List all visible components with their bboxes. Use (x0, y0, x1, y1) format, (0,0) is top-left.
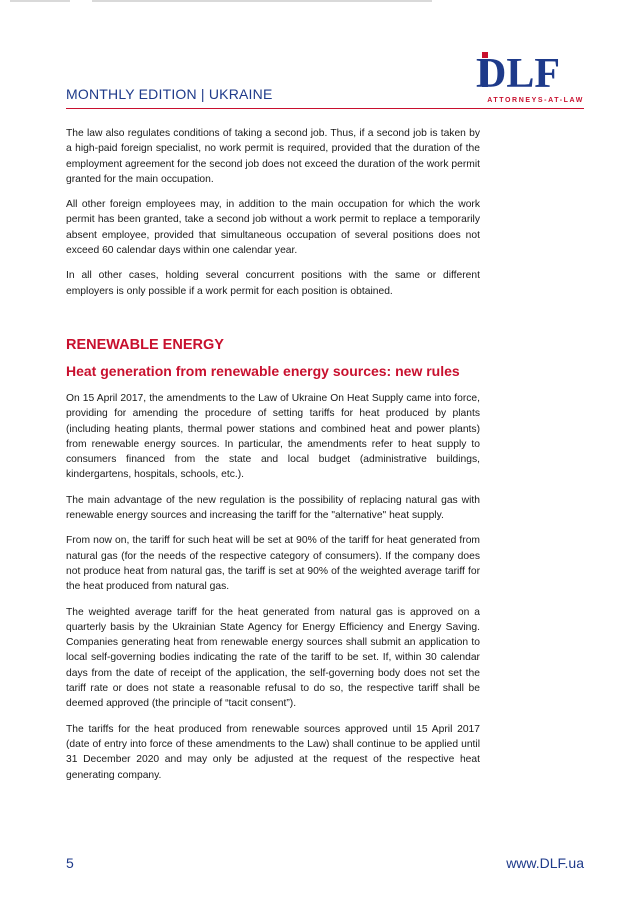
section-paragraph-5: The tariffs for the heat produced from renewable sources approved until 15 April 2017 (date of entry into force of these amendments to the Law) shall continue to be applied until 31 December 2020 and may only be adjusted at the request of the respective heat generating company. (66, 723, 480, 781)
logo-wordmark: DLF (476, 51, 560, 90)
section-paragraph-2: The main advantage of the new regulation is the possibility of replacing natural gas with renewable energy sources and increasing the tariff for the "alternative" heat supply. (66, 494, 480, 522)
subsection-heading: Heat generation from renewable energy sources: new rules (66, 362, 460, 379)
page-footer (66, 855, 584, 875)
dlf-logo-graphic (472, 50, 584, 90)
page-header (66, 48, 584, 108)
website-link[interactable]: www.DLF.ua (506, 855, 584, 871)
top-tab-left (10, 0, 70, 2)
section-paragraph-3: From now on, the tariff for such heat will be set at 90% of the tariff for heat generated from natural gas (for the needs of the respective category of consumers). If the company does not produce heat from natural gas, the tariff is set at 90% of the weighted average tariff for the heat produced from natural gas. (66, 535, 480, 593)
intro-paragraph-1: The law also regulates conditions of taking a second job. Thus, if a second job is taken by a high-paid foreign specialist, no work permit is required, provided that the duration of the employment agreement for the second job does not exceed the duration of the work permit granted for the main occupation. (66, 128, 480, 185)
section-paragraph-4: The weighted average tariff for the heat generated from natural gas is approved on a quarterly basis by the Ukrainian State Agency for Energy Efficiency and Energy Saving. Companies generating heat from renewable energy sources shall submit an application to local self-governing bodies indicating the rate of the tariff to be set. If, within 30 calendar days from the date of receipt of the application, the self-governing body does not set the tariff rate or does not state a reasonable refusal to do so, the respective tariff shall be deemed approved (the principle of “tacit consent”). (66, 606, 480, 710)
logo-tagline: ATTORNEYS-AT-LAW (487, 97, 584, 104)
section-heading: RENEWABLE ENERGY (66, 336, 224, 353)
page-number: 5 (66, 855, 74, 871)
edition-title: MONTHLY EDITION | UKRAINE (66, 86, 273, 102)
article-content (66, 126, 480, 793)
header-divider (66, 108, 584, 109)
dlf-logo (472, 50, 584, 102)
intro-paragraph-2: All other foreign employees may, in addition to the main occupation for which the work permit has been granted, take a second job without a work permit to replace a temporarily absent employee, provided that simultaneous occupation of several positions does not exceed 60 calendar days within one calendar year. (66, 199, 480, 257)
top-tab-right (92, 0, 432, 2)
section-paragraph-1: On 15 April 2017, the amendments to the Law of Ukraine On Heat Supply came into force, providing for amending the procedure of setting tariffs for heat produced by plants (including heating plants, thermal power stations and combined heat and power plants) from renewable energy sources. In particular, the amendments refer to heat supply to consumers financed from the state and local budget (administrative buildings, kindergartens, hospitals, schools, etc.). (66, 392, 480, 481)
intro-paragraph-3: In all other cases, holding several concurrent positions with the same or different employers is only possible if a work permit for each position is obtained. (66, 270, 480, 297)
